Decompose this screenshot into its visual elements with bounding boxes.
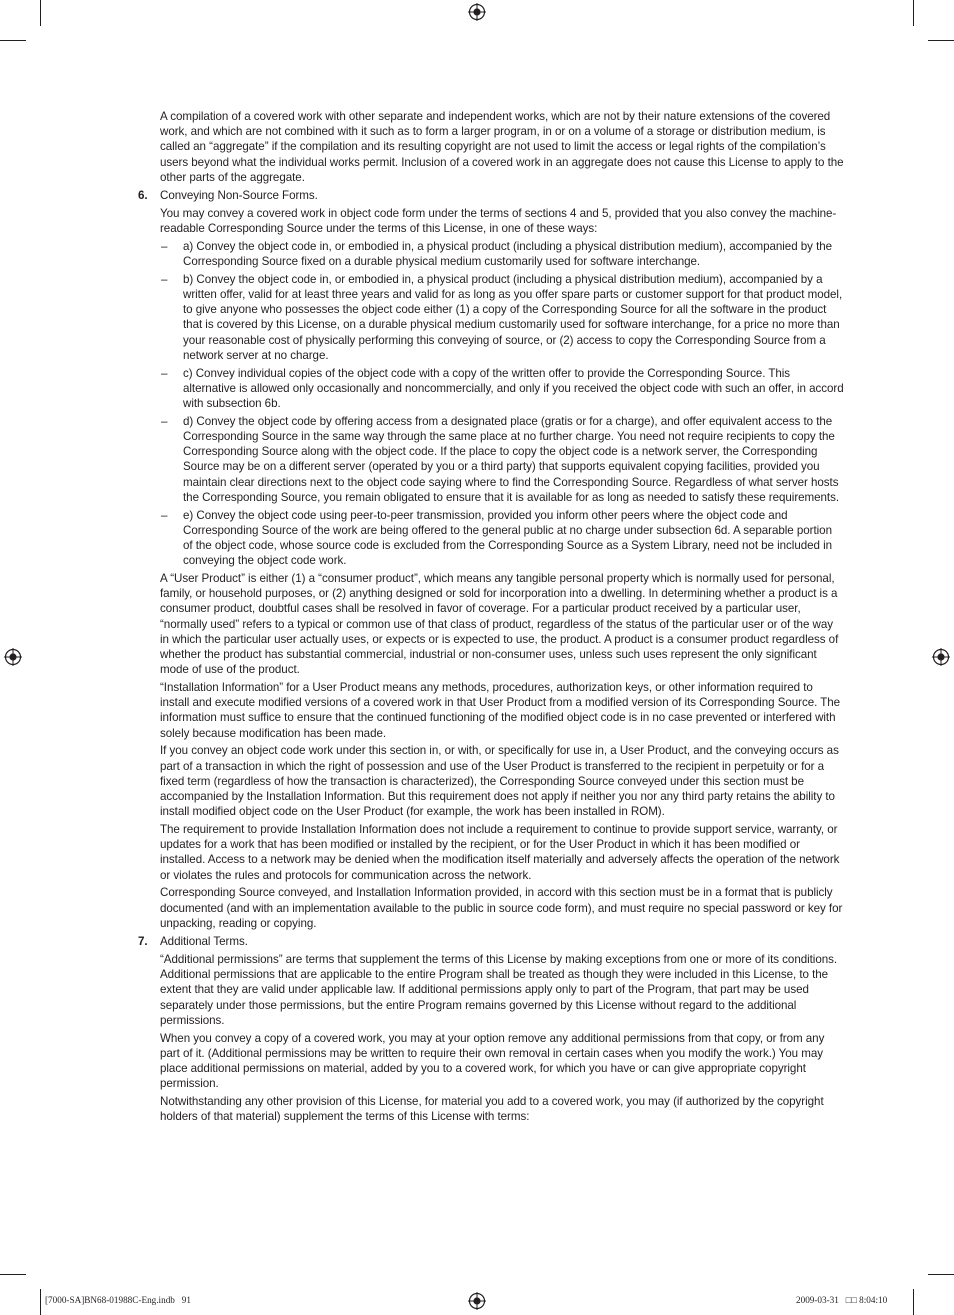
section-7-title: Additional Terms. [160, 935, 248, 949]
registration-mark-icon [932, 648, 950, 666]
list-item-text: c) Convey individual copies of the object code with a copy of the written offer to provide the Corresponding Source. This alternative is allowed only occasionally and noncommercially, and only if you received the object code with such an offer, in accord with subsection 6b. [183, 366, 844, 411]
dash-bullet: – [161, 272, 168, 286]
crop-mark-bottom-right-vertical [913, 1289, 914, 1315]
list-item-text: d) Convey the object code by offering access from a designated place (gratis or for a charge), and offer equivalent access to the Corresponding Source in the same way through the same place at no further charge. You need not require recipients to copy the Corresponding Source along with the object code. If the place to copy the object code is a network server, the Corresponding Source may be on a different server (operated by you or a third party) that supports equivalent copying facilities, provided you maintain clear directions next to the object code saying where to find the Corresponding Source. Regardless of what server hosts the Corresponding Source, you remain obligated to ensure that it is available for as long as needed to satisfy these requirements. [183, 414, 840, 504]
list-item [161, 272, 844, 363]
intro-paragraph: A compilation of a covered work with other separate and independent works, which are not by their nature extensions of the covered work, and which are not combined with it such as to form a larger program, in or on a volume of a storage or distribution medium, is called an “aggregate” if the compilation and its resulting copyright are not used to limit the access or legal rights of the compilation’s users beyond what the individual works permit. Inclusion of a covered work in an aggregate does not cause this License to apply to the other parts of the aggregate. [160, 110, 844, 184]
supplement-terms-paragraph: Notwithstanding any other provision of this License, for material you add to a covered work, you may (if authorized by the copyright holders of that material) supplement the terms of this License with terms: [160, 1094, 824, 1124]
list-item [161, 366, 844, 412]
dash-bullet: – [161, 239, 168, 253]
support-requirement-paragraph: The requirement to provide Installation Information does not include a requirement to continue to provide support service, warranty, or updates for a work that has been modified or installed by the recipient, or for the User Product in which it has been modified or installed. Access to a network may be denied when the modification itself materially and adversely affects the operation of the network or violates the rules and protocols for communication across the network. [160, 823, 840, 882]
section-6-lead: You may convey a covered work in object code form under the terms of sections 4 and 5, provided that you also convey the machine-readable Corresponding Source under the terms of this License, in one of these ways: [160, 206, 837, 236]
crop-mark-bottom-right-horizontal [928, 1274, 954, 1275]
list-item [161, 508, 844, 569]
user-product-paragraph: A “User Product” is either (1) a “consumer product”, which means any tangible personal property which is normally used for personal, family, or household purposes, or (2) anything designed or sold for incorporation into a dwelling. In determining whether a product is a consumer product, doubtful cases shall be resolved in favor of coverage. For a particular product received by a particular user, “normally used” refers to a typical or common use of that class of product, regardless of the status of the particular user or of the way in which the particular user actually uses, or expects or is expected to use, the product. A product is a consumer product regardless of whether the product has substantial commercial, industrial or non-consumer uses, unless such uses represent the only significant mode of use of the product. [160, 572, 839, 677]
crop-mark-top-left-horizontal [0, 40, 26, 41]
registration-mark-icon [468, 3, 486, 21]
list-item-text: b) Convey the object code in, or embodied in, a physical product (including a physical distribution medium), accompanied by a written offer, valid for at least three years and valid for as long as you offer spare parts or customer support for that product model, to give anyone who possesses the object code either (1) a copy of the Corresponding Source for all the software in the product that is covered by this License, on a durable physical medium customarily used for software interchange, for a price no more than your reasonable cost of physically performing this conveying of source, or (2) access to copy the Corresponding Source from a network server at no charge. [183, 272, 843, 362]
crop-mark-bottom-left-horizontal [0, 1274, 26, 1275]
section-6-number: 6. [138, 189, 148, 203]
crop-mark-bottom-left-vertical [40, 1289, 41, 1315]
conveying-user-product-paragraph: If you convey an object code work under this section in, or with, or specifically for use in, a User Product, and the conveying occurs as part of a transaction in which the right of possession and use of the User Product is transferred to the recipient in perpetuity or for a fixed term (regardless of how the transaction is characterized), the Corresponding Source conveyed under this section must be accompanied by the Installation Information. But this requirement does not apply if neither you nor any third party retains the ability to install modified object code on the User Product (for example, the work has been installed in ROM). [160, 744, 839, 819]
crop-mark-top-right-vertical [913, 0, 914, 26]
installation-info-paragraph: “Installation Information” for a User Product means any methods, procedures, authorization keys, or other information required to install and execute modified versions of a covered work in that User Product from a modified version of its Corresponding Source. The information must suffice to ensure that the continued functioning of the modified object code is in no case prevented or interfered with solely because modification has been made. [160, 681, 841, 740]
additional-permissions-paragraph: “Additional permissions” are terms that supplement the terms of this License by making exceptions from one or more of its conditions. Additional permissions that are applicable to the entire Program shall be treated as though they were included in this License, to the extent that they are valid under applicable law. If additional permissions apply only to part of the Program, that part may be used separately under those permissions, but the entire Program remains governed by this License without regard to the additional permissions. [160, 952, 838, 1027]
section-7-heading [138, 934, 844, 949]
list-item [161, 414, 844, 505]
section-6-heading [138, 188, 844, 203]
list-item-text: e) Convey the object code using peer-to-peer transmission, provided you inform other peers where the object code and Corresponding Source of the work are being offered to the general public at no charge under subsection 6d. A separable portion of the object code, whose source code is excluded from the Corresponding Source as a System Library, need not be included in conveying the object code work. [183, 508, 833, 568]
list-item [161, 239, 844, 269]
section-7-number: 7. [138, 935, 148, 949]
public-format-paragraph: Corresponding Source conveyed, and Installation Information provided, in accord with this section must be in a format that is publicly documented (and with an implementation available to the public in source code form), and must require no special password or key for unpacking, reading or copying. [160, 886, 843, 930]
footer-file-name: [7000-SA]BN68-01988C-Eng.indb 91 [45, 1295, 191, 1305]
section-6-title: Conveying Non-Source Forms. [160, 189, 318, 203]
dash-bullet: – [161, 508, 168, 522]
registration-mark-icon [4, 648, 22, 666]
license-text-body [138, 109, 844, 1127]
crop-mark-top-right-horizontal [928, 40, 954, 41]
crop-mark-top-left-vertical [40, 0, 41, 26]
dash-bullet: – [161, 366, 168, 380]
registration-mark-icon [468, 1292, 486, 1310]
remove-permissions-paragraph: When you convey a copy of a covered work, you may at your option remove any additional permissions from that copy, or from any part of it. (Additional permissions may be written to require their own removal in certain cases when you modify the work.) You may place additional permissions on material, added by you to a covered work, for which you have or can give appropriate copyright permission. [160, 1031, 825, 1091]
list-item-text: a) Convey the object code in, or embodied in, a physical product (including a physical distribution medium), accompanied by the Corresponding Source fixed on a durable physical medium customarily used for software interchange. [183, 239, 833, 269]
footer-timestamp: 2009-03-31 □□ 8:04:10 [796, 1295, 888, 1305]
dash-bullet: – [161, 414, 168, 428]
